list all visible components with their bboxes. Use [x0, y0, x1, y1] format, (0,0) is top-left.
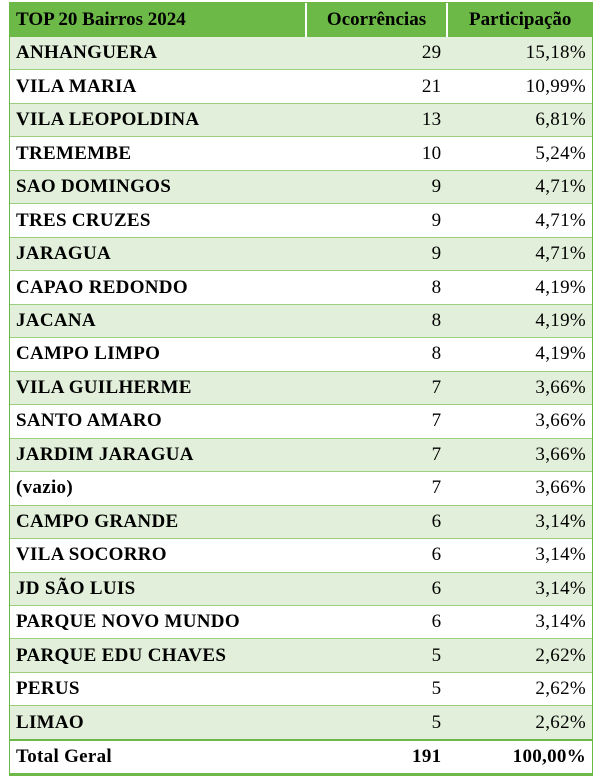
bairro-cell: LIMAO [10, 706, 306, 740]
ocorrencias-cell: 7 [306, 438, 448, 471]
participacao-cell: 4,71% [447, 237, 592, 270]
participacao-cell: 5,24% [447, 137, 592, 170]
ocorrencias-cell: 9 [306, 237, 448, 270]
ocorrencias-cell: 7 [306, 405, 448, 438]
table-row [10, 572, 592, 605]
ocorrencias-cell: 8 [306, 304, 448, 337]
total-row [10, 740, 592, 774]
ocorrencias-cell: 13 [306, 103, 448, 136]
ocorrencias-cell: 29 [306, 37, 448, 70]
table-row [10, 103, 592, 136]
table-row [10, 338, 592, 371]
ocorrencias-cell: 7 [306, 472, 448, 505]
table-row [10, 706, 592, 740]
ocorrencias-cell: 10 [306, 137, 448, 170]
ocorrencias-cell: 6 [306, 539, 448, 572]
bairro-cell: JACANA [10, 304, 306, 337]
bairro-cell: ANHANGUERA [10, 37, 306, 70]
bairro-cell: PARQUE NOVO MUNDO [10, 605, 306, 638]
bairro-cell: SANTO AMARO [10, 405, 306, 438]
table-row [10, 539, 592, 572]
bairro-cell: JARDIM JARAGUA [10, 438, 306, 471]
table-row [10, 271, 592, 304]
header-bairros: TOP 20 Bairros 2024 [10, 3, 306, 37]
participacao-cell: 4,19% [447, 271, 592, 304]
header-ocorrencias: Ocorrências [306, 3, 448, 37]
table-row [10, 137, 592, 170]
participacao-cell: 3,66% [447, 438, 592, 471]
bairro-cell: VILA GUILHERME [10, 371, 306, 404]
table-row [10, 672, 592, 705]
ocorrencias-cell: 5 [306, 672, 448, 705]
table-row [10, 170, 592, 203]
ocorrencias-cell: 9 [306, 170, 448, 203]
ocorrencias-cell: 6 [306, 572, 448, 605]
ocorrencias-cell: 6 [306, 505, 448, 538]
ocorrencias-cell: 5 [306, 639, 448, 672]
participacao-cell: 2,62% [447, 639, 592, 672]
ocorrencias-cell: 21 [306, 70, 448, 103]
table-row [10, 505, 592, 538]
table-row [10, 438, 592, 471]
table-row [10, 237, 592, 270]
participacao-cell: 3,14% [447, 572, 592, 605]
bairro-cell: JD SÃO LUIS [10, 572, 306, 605]
participacao-cell: 4,19% [447, 304, 592, 337]
table-row [10, 639, 592, 672]
bairro-cell: PERUS [10, 672, 306, 705]
table-row [10, 472, 592, 505]
bairro-cell: CAMPO LIMPO [10, 338, 306, 371]
bairro-cell: PARQUE EDU CHAVES [10, 639, 306, 672]
table-row [10, 70, 592, 103]
participacao-cell: 3,66% [447, 371, 592, 404]
total-ocorrencias: 191 [306, 740, 448, 774]
table-row [10, 371, 592, 404]
bairro-cell: JARAGUA [10, 237, 306, 270]
table-row [10, 304, 592, 337]
bairro-cell: CAMPO GRANDE [10, 505, 306, 538]
bairro-cell: TREMEMBE [10, 137, 306, 170]
top-bairros-table [10, 3, 592, 775]
ocorrencias-cell: 8 [306, 338, 448, 371]
ocorrencias-cell: 9 [306, 204, 448, 237]
participacao-cell: 4,71% [447, 204, 592, 237]
table-row [10, 405, 592, 438]
bairro-cell: CAPAO REDONDO [10, 271, 306, 304]
participacao-cell: 2,62% [447, 672, 592, 705]
participacao-cell: 4,71% [447, 170, 592, 203]
ocorrencias-cell: 6 [306, 605, 448, 638]
participacao-cell: 3,14% [447, 605, 592, 638]
table-row [10, 605, 592, 638]
participacao-cell: 15,18% [447, 37, 592, 70]
ocorrencias-cell: 5 [306, 706, 448, 740]
participacao-cell: 3,14% [447, 505, 592, 538]
header-participacao: Participação [447, 3, 592, 37]
total-label: Total Geral [10, 740, 306, 774]
table-row [10, 37, 592, 70]
participacao-cell: 6,81% [447, 103, 592, 136]
ocorrencias-cell: 8 [306, 271, 448, 304]
total-participacao: 100,00% [447, 740, 592, 774]
bairro-cell: (vazio) [10, 472, 306, 505]
participacao-cell: 3,14% [447, 539, 592, 572]
bairro-cell: TRES CRUZES [10, 204, 306, 237]
bairro-cell: VILA LEOPOLDINA [10, 103, 306, 136]
table-body [10, 37, 592, 740]
bairro-cell: SAO DOMINGOS [10, 170, 306, 203]
bairro-cell: VILA MARIA [10, 70, 306, 103]
bairro-cell: VILA SOCORRO [10, 539, 306, 572]
table-header-row [10, 3, 592, 37]
participacao-cell: 3,66% [447, 472, 592, 505]
table-row [10, 204, 592, 237]
participacao-cell: 10,99% [447, 70, 592, 103]
participacao-cell: 4,19% [447, 338, 592, 371]
participacao-cell: 2,62% [447, 706, 592, 740]
participacao-cell: 3,66% [447, 405, 592, 438]
ocorrencias-cell: 7 [306, 371, 448, 404]
